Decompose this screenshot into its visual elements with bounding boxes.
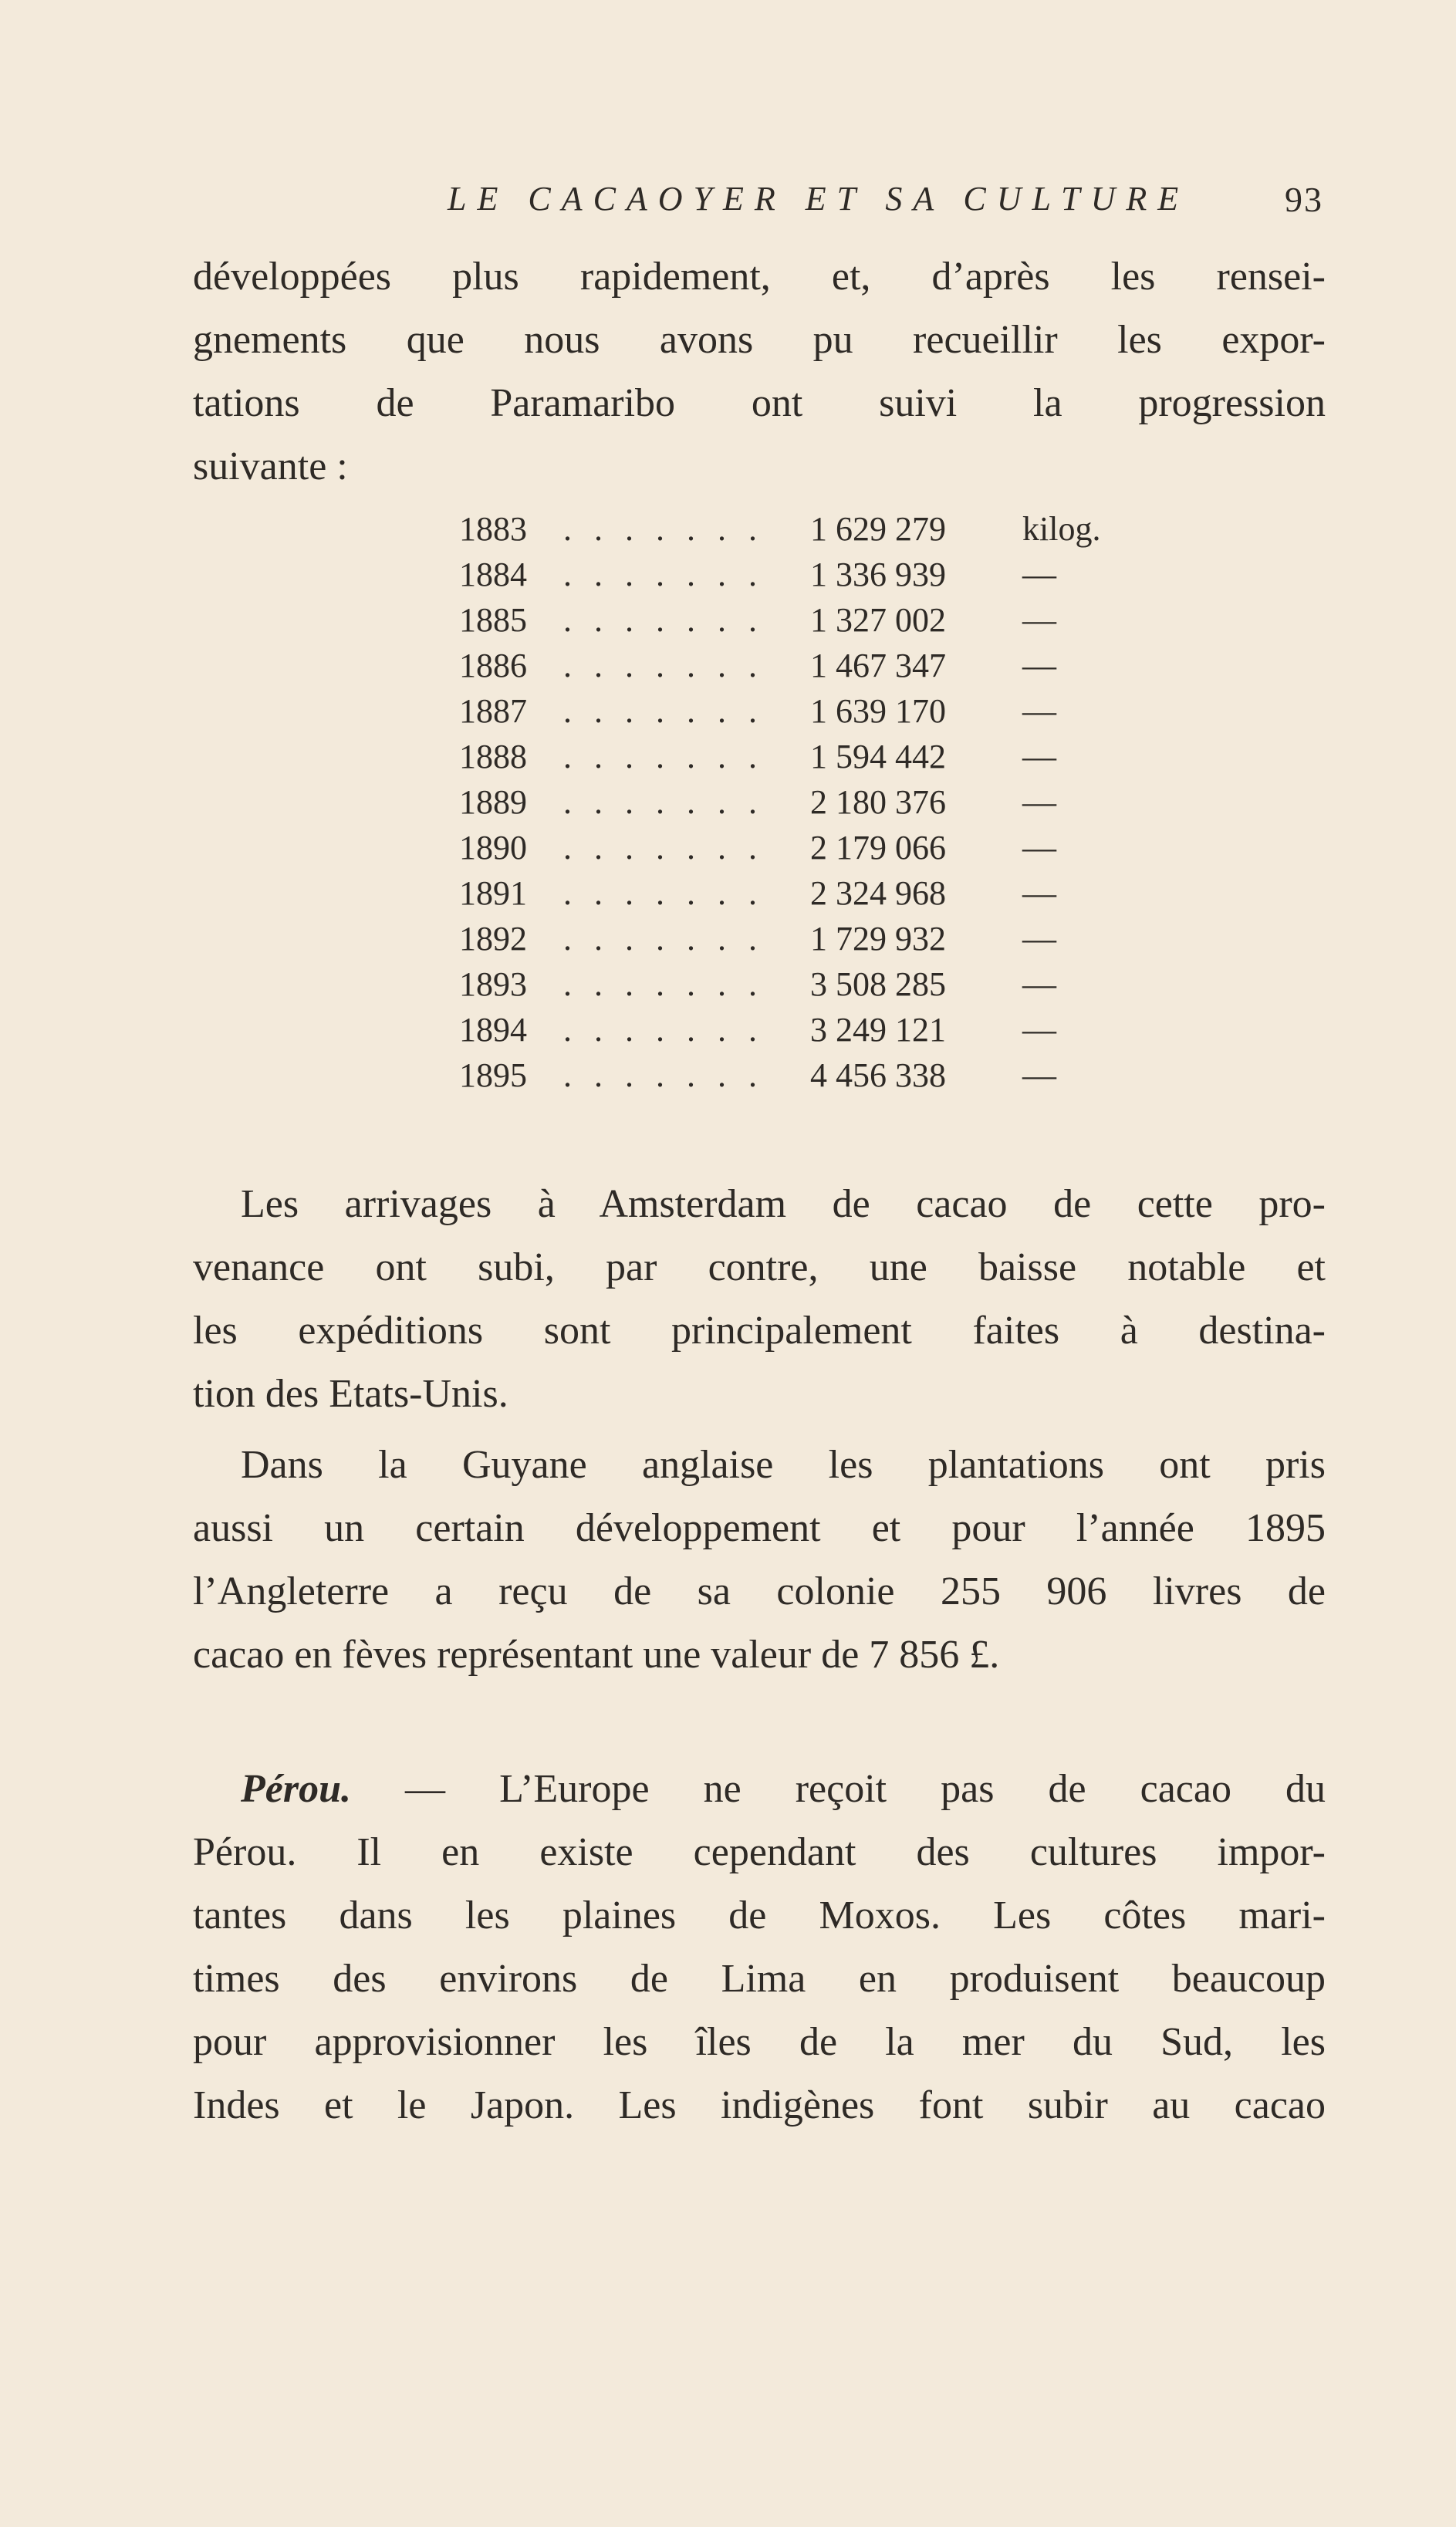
text-line: times des environs de Lima en produisent beaucoup	[193, 1957, 1326, 2001]
value-cell: 1 729 932	[810, 920, 946, 958]
text-line: venance ont subi, par contre, une baisse notable et	[193, 1245, 1326, 1289]
value-cell: 1 327 002	[810, 601, 946, 639]
text-line: l’Angleterre a reçu de sa colonie 255 906 livres de	[193, 1569, 1326, 1613]
value-cell: 1 467 347	[810, 647, 946, 684]
leader-dots: . . . . . . .	[563, 874, 764, 912]
amsterdam-paragraph	[193, 1173, 1326, 1426]
leader-dots: . . . . . . .	[563, 965, 764, 1003]
year-cell: 1888	[459, 738, 527, 775]
year-cell: 1890	[459, 829, 527, 867]
leader-dots: . . . . . . .	[563, 783, 764, 821]
year-cell: 1883	[459, 510, 527, 548]
leader-dots: . . . . . . .	[563, 738, 764, 775]
leader-dots: . . . . . . .	[563, 692, 764, 730]
perou-paragraph	[193, 1758, 1326, 2137]
unit-cell: —	[1022, 829, 1056, 867]
unit-cell: —	[1022, 1056, 1056, 1094]
page-number: 93	[1285, 180, 1323, 219]
leader-dots: . . . . . . .	[563, 601, 764, 639]
running-title: LE CACAOYER ET SA CULTURE	[448, 180, 1190, 218]
value-cell: 1 629 279	[810, 510, 946, 548]
year-cell: 1884	[459, 556, 527, 593]
year-cell: 1892	[459, 920, 527, 958]
year-cell: 1885	[459, 601, 527, 639]
value-cell: 2 179 066	[810, 829, 946, 867]
text-line: tion des Etats-Unis.	[193, 1372, 508, 1416]
year-cell: 1894	[459, 1011, 527, 1049]
text-line: Indes et le Japon. Les indigènes font subir au cacao	[193, 2083, 1326, 2127]
text-line	[193, 1758, 1326, 1821]
text-line: Pérou. Il en existe cependant des cultures impor-	[193, 1830, 1326, 1874]
year-cell: 1887	[459, 692, 527, 730]
text-line: cacao en fèves représentant une valeur de 7 856 £.	[193, 1633, 1000, 1677]
unit-cell: —	[1022, 920, 1056, 958]
value-cell: 1 594 442	[810, 738, 946, 775]
unit-cell: —	[1022, 874, 1056, 912]
unit-cell: —	[1022, 1011, 1056, 1049]
unit-cell: —	[1022, 556, 1056, 593]
value-cell: 1 639 170	[810, 692, 946, 730]
leader-dots: . . . . . . .	[563, 556, 764, 593]
unit-cell: —	[1022, 601, 1056, 639]
value-cell: 4 456 338	[810, 1056, 946, 1094]
section-title: Pérou.	[241, 1767, 351, 1811]
unit-cell: —	[1022, 647, 1056, 684]
guyane-paragraph	[193, 1434, 1326, 1687]
year-cell: 1893	[459, 965, 527, 1003]
year-cell: 1889	[459, 783, 527, 821]
unit-cell: —	[1022, 692, 1056, 730]
unit-cell: kilog.	[1022, 510, 1101, 548]
leader-dots: . . . . . . .	[563, 1011, 764, 1049]
section-first-line: — L’Europe ne reçoit pas de cacao du	[405, 1767, 1326, 1811]
leader-dots: . . . . . . .	[563, 1056, 764, 1094]
unit-cell: —	[1022, 783, 1056, 821]
text-line: pour approvisionner les îles de la mer du Sud, les	[193, 2020, 1326, 2064]
value-cell: 2 180 376	[810, 783, 946, 821]
year-cell: 1891	[459, 874, 527, 912]
text-line: les expéditions sont principalement faites à destina-	[193, 1309, 1326, 1353]
text-line: suivante :	[193, 444, 348, 488]
text-line: tations de Paramaribo ont suivi la progression	[193, 381, 1326, 425]
intro-paragraph	[193, 245, 1326, 498]
value-cell: 2 324 968	[810, 874, 946, 912]
value-cell: 3 508 285	[810, 965, 946, 1003]
leader-dots: . . . . . . .	[563, 920, 764, 958]
value-cell: 1 336 939	[810, 556, 946, 593]
year-cell: 1895	[459, 1056, 527, 1094]
leader-dots: . . . . . . .	[563, 829, 764, 867]
unit-cell: —	[1022, 738, 1056, 775]
text-line: Les arrivages à Amsterdam de cacao de cette pro-	[241, 1182, 1326, 1226]
leader-dots: . . . . . . .	[563, 510, 764, 548]
year-cell: 1886	[459, 647, 527, 684]
text-line: tantes dans les plaines de Moxos. Les côtes mari-	[193, 1894, 1326, 1937]
text-line: Dans la Guyane anglaise les plantations ont pris	[241, 1443, 1326, 1487]
text-line: gnements que nous avons pu recueillir les expor-	[193, 318, 1326, 362]
text-line: aussi un certain développement et pour l’année 1895	[193, 1506, 1326, 1550]
unit-cell: —	[1022, 965, 1056, 1003]
text-line: développées plus rapidement, et, d’après les rensei-	[193, 255, 1326, 299]
value-cell: 3 249 121	[810, 1011, 946, 1049]
leader-dots: . . . . . . .	[563, 647, 764, 684]
